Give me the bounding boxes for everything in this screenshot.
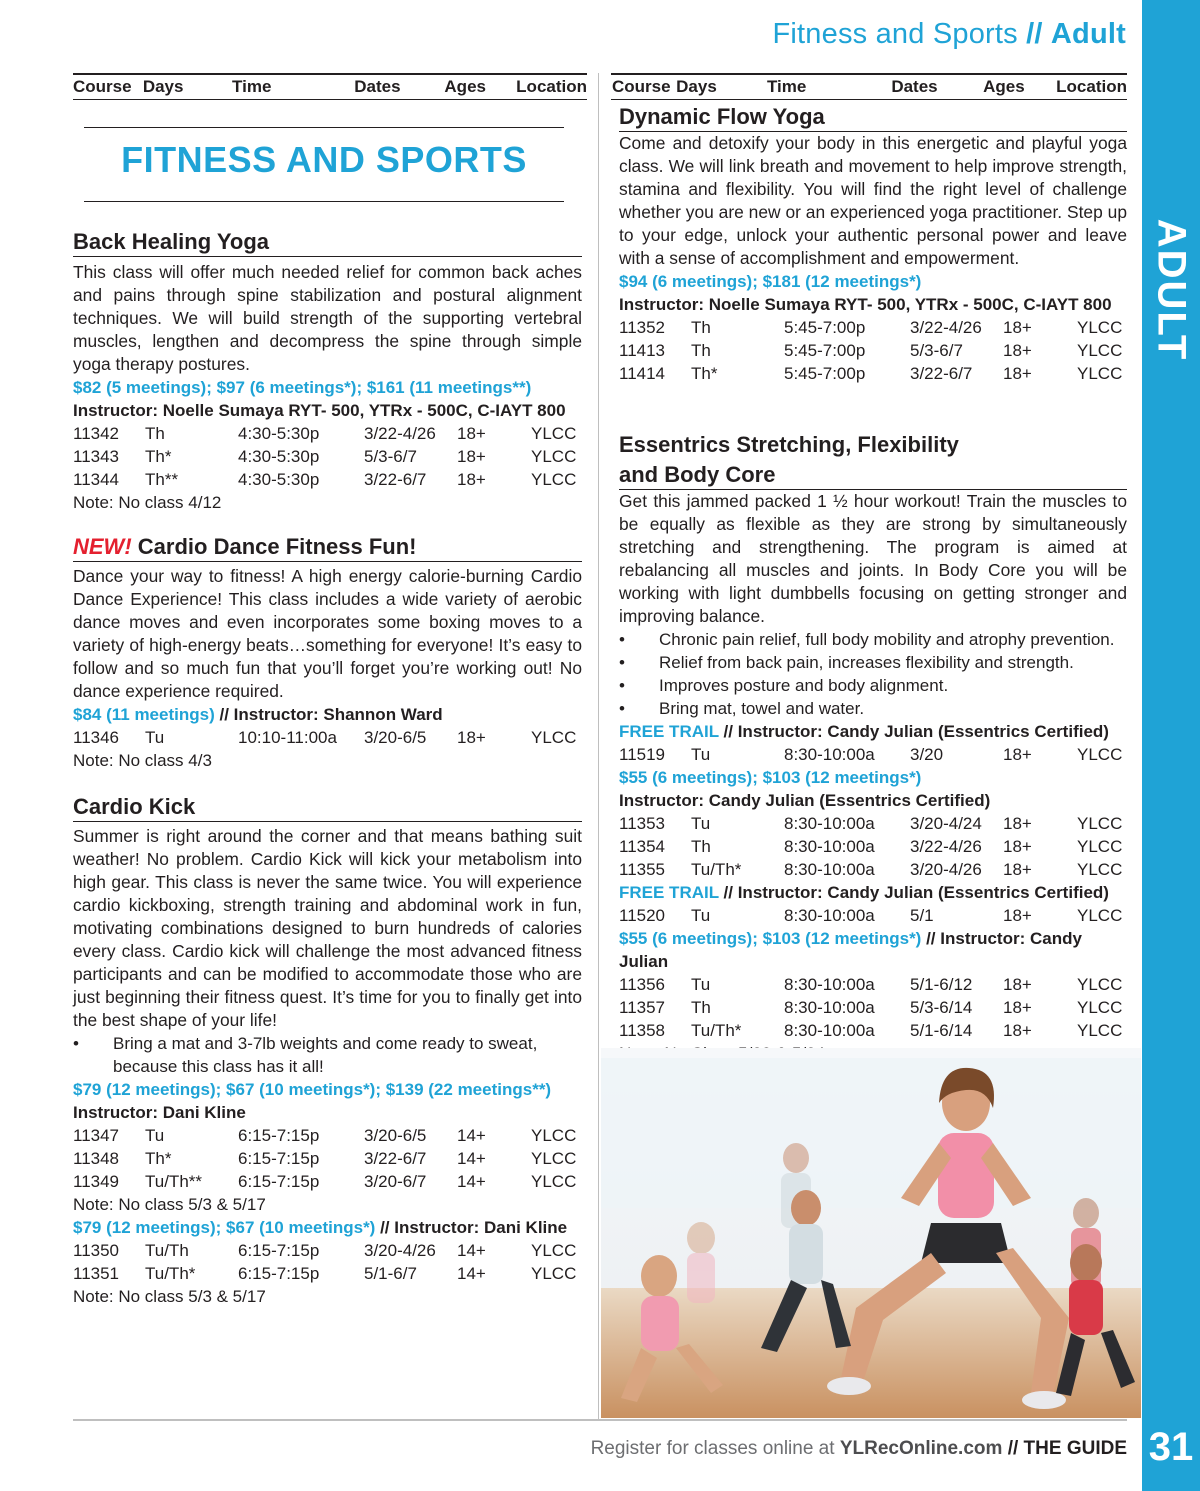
cell-location: YLCC: [531, 1241, 577, 1260]
cell-days: Tu: [691, 814, 711, 833]
cell-days: Tu: [691, 906, 711, 925]
cell-days: Tu: [691, 975, 711, 994]
course-title: [73, 534, 582, 562]
cell-course: 11520: [619, 906, 666, 925]
cell-days: Th: [691, 318, 711, 337]
cell-ages: 18+: [1003, 745, 1032, 764]
table-row: [73, 726, 582, 749]
fitness-photo-illustration: [601, 1048, 1141, 1418]
schedule-rows: [619, 743, 1127, 766]
course-price: $79 (12 meetings); $67 (10 meetings*): [73, 1218, 376, 1237]
cell-time: 8:30-10:00a: [784, 998, 875, 1017]
cell-time: 5:45-7:00p: [784, 341, 866, 360]
cell-dates: 3/20-6/5: [364, 1126, 427, 1145]
cell-location: YLCC: [1077, 998, 1123, 1017]
cell-ages: 18+: [457, 470, 486, 489]
course-price-line: [619, 881, 1127, 904]
cell-location: YLCC: [1077, 975, 1123, 994]
course-title-text: Cardio Dance Fitness Fun!: [137, 534, 417, 559]
footer-guide: THE GUIDE: [1023, 1438, 1127, 1459]
cell-days: Tu/Th**: [145, 1172, 203, 1191]
course-description: Summer is right around the corner and that means bathing suit weather! No problem. Cardio Kick will kick your metabolism into high gear. This class is never the same twice. You will experience cardio kickboxing, strength training and abdominal work in fun, motivating combinations designed to burn hundreds of calories every class. Cardio kick will challenge the most advanced fitness participants and can be modified to accommodate those who are just beginning their fitness quest. It’s time for you to finally get into the best shape of your life!: [73, 826, 582, 1030]
cell-location: YLCC: [531, 728, 577, 747]
cell-dates: 3/20-4/26: [364, 1241, 436, 1260]
cell-ages: 18+: [1003, 318, 1032, 337]
header-section: Fitness and Sports: [772, 18, 1018, 50]
cell-days: Th*: [145, 447, 172, 466]
cell-days: Tu/Th*: [691, 1021, 742, 1040]
cell-location: YLCC: [1077, 318, 1123, 337]
cell-course: 11350: [73, 1241, 120, 1260]
cell-ages: 18+: [1003, 837, 1032, 856]
cell-days: Th**: [145, 470, 179, 489]
cell-days: Tu/Th*: [691, 860, 742, 879]
cell-course: 11347: [73, 1126, 120, 1145]
course-cardio-dance: [73, 534, 582, 772]
cell-course: 11342: [73, 424, 120, 443]
course-essentrics: [619, 432, 1127, 1065]
cell-ages: 18+: [1003, 364, 1032, 383]
course-price-line: [619, 927, 1127, 973]
cell-location: YLCC: [1077, 341, 1123, 360]
table-row: [619, 996, 1127, 1019]
schedule-rows: [619, 973, 1127, 1042]
cell-time: 8:30-10:00a: [784, 1021, 875, 1040]
header-time: Time: [232, 77, 272, 96]
footer-url-link[interactable]: YLRecOnline.com: [839, 1438, 1003, 1459]
cell-course: 11344: [73, 470, 120, 489]
cell-dates: 3/20: [910, 745, 944, 764]
bullet-dot: •: [619, 630, 625, 649]
cell-dates: 5/1-6/12: [910, 975, 973, 994]
header-course: Course: [73, 77, 132, 96]
table-row: [73, 445, 582, 468]
course-description: This class will offer much needed relief for common back aches and pains through spine stabilization and postural alignment techniques. We will build strength of the supporting vertebral muscles, lengthen and decompress the spine through simple yoga therapy postures.: [73, 262, 582, 374]
cell-dates: 5/1: [910, 906, 934, 925]
cell-days: Th: [691, 837, 711, 856]
table-header-left: [73, 73, 587, 100]
course-price-line: [619, 720, 1127, 743]
cell-ages: 18+: [1003, 998, 1032, 1017]
course-instructor: Instructor: Dani Kline: [73, 1103, 246, 1122]
course-note: Note: No class 5/3 & 5/17: [73, 1195, 266, 1214]
cell-days: Th: [691, 341, 711, 360]
bullet-text: Bring a mat and 3-7lb weights and come ready to sweat, because this class has it all!: [113, 1034, 538, 1076]
bullet-dot: •: [619, 676, 625, 695]
cell-location: YLCC: [531, 1264, 577, 1283]
cell-ages: 18+: [1003, 341, 1032, 360]
header-dates: Dates: [891, 77, 938, 96]
cell-time: 8:30-10:00a: [784, 860, 875, 879]
cell-ages: 14+: [457, 1264, 486, 1283]
cell-course: 11356: [619, 975, 666, 994]
cell-time: 8:30-10:00a: [784, 837, 875, 856]
cell-days: Th*: [691, 364, 718, 383]
course-price: $79 (12 meetings); $67 (10 meetings*); $139 (22 meetings**): [73, 1080, 552, 1099]
cell-ages: 18+: [1003, 1021, 1032, 1040]
cell-course: 11414: [619, 364, 666, 383]
cell-time: 8:30-10:00a: [784, 975, 875, 994]
cell-time: 4:30-5:30p: [238, 447, 320, 466]
cell-days: Tu: [691, 745, 711, 764]
cell-ages: 18+: [1003, 975, 1032, 994]
table-row: [619, 362, 1127, 385]
cell-time: 4:30-5:30p: [238, 424, 320, 443]
cell-dates: 3/20-6/5: [364, 728, 427, 747]
footer-divider: [73, 1419, 1127, 1421]
course-price-line: [73, 1216, 582, 1239]
column-divider: [598, 73, 599, 1419]
cell-location: YLCC: [1077, 745, 1123, 764]
footer-separator: //: [1002, 1438, 1024, 1459]
course-price: $94 (6 meetings); $181 (12 meetings*): [619, 272, 922, 291]
course-title: Dynamic Flow Yoga: [619, 104, 1127, 132]
table-row: [619, 835, 1127, 858]
cell-location: YLCC: [531, 470, 577, 489]
footer-text: [591, 1438, 1127, 1460]
course-price: $84 (11 meetings): [73, 705, 215, 724]
cell-ages: 18+: [1003, 906, 1032, 925]
header-course: Course: [612, 77, 671, 96]
course-note: Note: No class 4/12: [73, 493, 222, 512]
cell-time: 6:15-7:15p: [238, 1264, 320, 1283]
schedule-rows: [619, 904, 1127, 927]
course-instructor: // Instructor: Dani Kline: [375, 1218, 568, 1237]
course-instructor: // Instructor: Shannon Ward: [214, 705, 443, 724]
cell-course: 11519: [619, 745, 666, 764]
header-days: Days: [676, 77, 717, 96]
bullet-item: [619, 628, 1127, 651]
cell-course: 11346: [73, 728, 120, 747]
cell-course: 11354: [619, 837, 666, 856]
cell-location: YLCC: [531, 1126, 577, 1145]
cell-time: 10:10-11:00a: [238, 728, 337, 747]
course-instructor: Instructor: Candy Julian (Essentrics Certified): [619, 791, 991, 810]
cell-ages: 18+: [457, 424, 486, 443]
cell-course: 11413: [619, 341, 666, 360]
cell-days: Th: [145, 424, 165, 443]
cell-time: 6:15-7:15p: [238, 1241, 320, 1260]
page-number: 31: [1148, 1425, 1194, 1469]
cell-dates: 3/20-4/24: [910, 814, 982, 833]
cell-course: 11343: [73, 447, 120, 466]
cell-dates: 3/22-4/26: [910, 318, 982, 337]
table-row: [73, 1239, 582, 1262]
table-row: [619, 339, 1127, 362]
cell-ages: 14+: [457, 1172, 486, 1191]
bullet-text: Relief from back pain, increases flexibility and strength.: [659, 653, 1074, 672]
course-instructor: Instructor: Noelle Sumaya RYT- 500, YTRx - 500C, C-IAYT 800: [619, 295, 1112, 314]
header-location: Location: [516, 77, 588, 96]
bullet-item: [619, 697, 1127, 720]
cell-location: YLCC: [1077, 837, 1123, 856]
cell-ages: 18+: [457, 447, 486, 466]
cell-dates: 5/3-6/7: [364, 447, 417, 466]
course-instructor: Instructor: Noelle Sumaya RYT- 500, YTRx - 500C, C-IAYT 800: [73, 401, 566, 420]
bullet-dot: •: [73, 1034, 79, 1053]
header-audience: Adult: [1050, 18, 1126, 50]
cell-course: 11353: [619, 814, 666, 833]
cell-time: 6:15-7:15p: [238, 1172, 320, 1191]
course-price: $55 (6 meetings); $103 (12 meetings*): [619, 929, 922, 948]
course-price: $55 (6 meetings); $103 (12 meetings*): [619, 768, 922, 787]
side-tab-label: ADULT: [1149, 218, 1194, 362]
new-badge: NEW!: [73, 534, 132, 559]
cell-location: YLCC: [1077, 1021, 1123, 1040]
table-row: [73, 422, 582, 445]
header-ages: Ages: [983, 77, 1025, 96]
table-row: [619, 1019, 1127, 1042]
table-row: [73, 468, 582, 491]
cell-location: YLCC: [1077, 906, 1123, 925]
cell-time: 8:30-10:00a: [784, 906, 875, 925]
course-title-line2: and Body Core: [619, 462, 1127, 490]
cell-course: 11352: [619, 318, 666, 337]
schedule-rows: [73, 1124, 582, 1193]
cell-ages: 18+: [1003, 860, 1032, 879]
bullet-item: [73, 1032, 582, 1078]
table-row: [619, 743, 1127, 766]
bullet-text: Chronic pain relief, full body mobility and atrophy prevention.: [659, 630, 1115, 649]
section-title-box: [84, 127, 564, 202]
header-separator: //: [1026, 18, 1043, 50]
header-days: Days: [142, 77, 184, 96]
schedule-rows: [73, 726, 582, 749]
cell-ages: 14+: [457, 1149, 486, 1168]
course-price-line: [73, 703, 582, 726]
cell-days: Tu: [145, 1126, 165, 1145]
course-description: Get this jammed packed 1 ½ hour workout! Train the muscles to be equally as flexible as they are strong by simultaneously stretching and strengthening. The program is aimed at rebalancing all muscles and joints. In Body Core you will be working with light dumbbells focusing on getting stronger and improving balance.: [619, 491, 1127, 626]
course-instructor: // Instructor: Candy Julian (Essentrics Certified): [718, 883, 1109, 902]
course-note: Note: No class 4/3: [73, 751, 212, 770]
bullet-dot: •: [619, 699, 625, 718]
table-row: [619, 858, 1127, 881]
cell-dates: 5/1-6/7: [364, 1264, 417, 1283]
right-column: [611, 73, 1127, 100]
cell-course: 11357: [619, 998, 666, 1017]
cell-location: YLCC: [1077, 364, 1123, 383]
cell-days: Tu: [145, 728, 165, 747]
cell-ages: 14+: [457, 1126, 486, 1145]
header-time: Time: [766, 77, 807, 96]
cell-dates: 3/22-6/7: [364, 470, 427, 489]
course-price: $82 (5 meetings); $97 (6 meetings*); $161 (11 meetings**): [73, 378, 532, 397]
table-header-right: [611, 73, 1127, 100]
free-trail-label: FREE TRAIL: [619, 883, 719, 902]
cell-dates: 3/20-6/7: [364, 1172, 427, 1191]
cell-time: 8:30-10:00a: [784, 814, 875, 833]
free-trail-label: FREE TRAIL: [619, 722, 719, 741]
header-dates: Dates: [354, 77, 401, 96]
cell-location: YLCC: [531, 1172, 577, 1191]
header-location: Location: [1056, 77, 1127, 96]
course-title: Cardio Kick: [73, 794, 582, 822]
header-title: [772, 18, 1126, 51]
course-dynamic-flow-yoga: [619, 104, 1127, 385]
cell-days: Tu/Th: [145, 1241, 189, 1260]
course-title: Back Healing Yoga: [73, 229, 582, 257]
header-ages: Ages: [444, 77, 486, 96]
cell-dates: 3/22-4/26: [364, 424, 436, 443]
cell-dates: 3/20-4/26: [910, 860, 982, 879]
table-row: [73, 1147, 582, 1170]
fitness-class-photo: [601, 1048, 1141, 1418]
table-row: [619, 973, 1127, 996]
table-row: [619, 904, 1127, 927]
cell-ages: 18+: [1003, 814, 1032, 833]
cell-ages: 14+: [457, 1241, 486, 1260]
cell-location: YLCC: [1077, 860, 1123, 879]
cell-course: 11351: [73, 1264, 120, 1283]
course-description: Come and detoxify your body in this energetic and playful yoga class. We will link breath and movement to help improve strength, stamina and flexibility. You will find the right level of challenge whether you are new or an experienced yoga practitioner. Step up to your edge, unlock your authentic personal power and leave with a sense of accomplishment and empowerment.: [619, 133, 1127, 268]
table-row: [73, 1262, 582, 1285]
cell-dates: 5/3-6/7: [910, 341, 963, 360]
table-row: [619, 316, 1127, 339]
cell-course: 11349: [73, 1172, 120, 1191]
course-instructor: // Instructor: Candy Julian: [619, 929, 1082, 971]
table-row: [73, 1124, 582, 1147]
bullet-item: [619, 674, 1127, 697]
course-cardio-kick: [73, 794, 582, 1308]
cell-time: 6:15-7:15p: [238, 1149, 320, 1168]
cell-location: YLCC: [531, 1149, 577, 1168]
cell-dates: 3/22-6/7: [364, 1149, 427, 1168]
course-description: Dance your way to fitness! A high energy calorie-burning Cardio Dance Experience! This class includes a wide variety of aerobic dance moves and even incorporates some boxing moves to a variety of high-energy beats…something for everyone! It’s easy to follow and so much fun that you’ll forget you’re working out! No dance experience required.: [73, 566, 582, 701]
cell-time: 6:15-7:15p: [238, 1126, 320, 1145]
table-row: [73, 1170, 582, 1193]
cell-location: YLCC: [531, 447, 577, 466]
schedule-rows: [619, 812, 1127, 881]
cell-time: 5:45-7:00p: [784, 364, 866, 383]
schedule-rows: [73, 1239, 582, 1285]
cell-dates: 3/22-4/26: [910, 837, 982, 856]
section-title: FITNESS AND SPORTS: [121, 139, 527, 180]
cell-location: YLCC: [1077, 814, 1123, 833]
cell-dates: 3/22-6/7: [910, 364, 973, 383]
course-instructor: // Instructor: Candy Julian (Essentrics Certified): [718, 722, 1109, 741]
schedule-rows: [619, 316, 1127, 385]
course-note: Note: No class 5/3 & 5/17: [73, 1287, 266, 1306]
cell-course: 11355: [619, 860, 666, 879]
cell-time: 8:30-10:00a: [784, 745, 875, 764]
cell-days: Th*: [145, 1149, 172, 1168]
cell-time: 4:30-5:30p: [238, 470, 320, 489]
left-column: [73, 73, 587, 100]
table-row: [619, 812, 1127, 835]
cell-time: 5:45-7:00p: [784, 318, 866, 337]
bullet-text: Bring mat, towel and water.: [659, 699, 865, 718]
cell-dates: 5/3-6/14: [910, 998, 973, 1017]
cell-location: YLCC: [531, 424, 577, 443]
course-title-line1: Essentrics Stretching, Flexibility: [619, 432, 959, 457]
course-back-healing-yoga: [73, 229, 582, 514]
cell-course: 11348: [73, 1149, 120, 1168]
side-tab: [1148, 218, 1194, 362]
cell-days: Tu/Th*: [145, 1264, 196, 1283]
schedule-rows: [73, 422, 582, 491]
bullet-dot: •: [619, 653, 625, 672]
cell-dates: 5/1-6/14: [910, 1021, 973, 1040]
cell-ages: 18+: [457, 728, 486, 747]
footer-prefix: Register for classes online at: [590, 1438, 840, 1459]
cell-course: 11358: [619, 1021, 666, 1040]
bullet-item: [619, 651, 1127, 674]
bullet-text: Improves posture and body alignment.: [659, 676, 949, 695]
cell-days: Th: [691, 998, 711, 1017]
